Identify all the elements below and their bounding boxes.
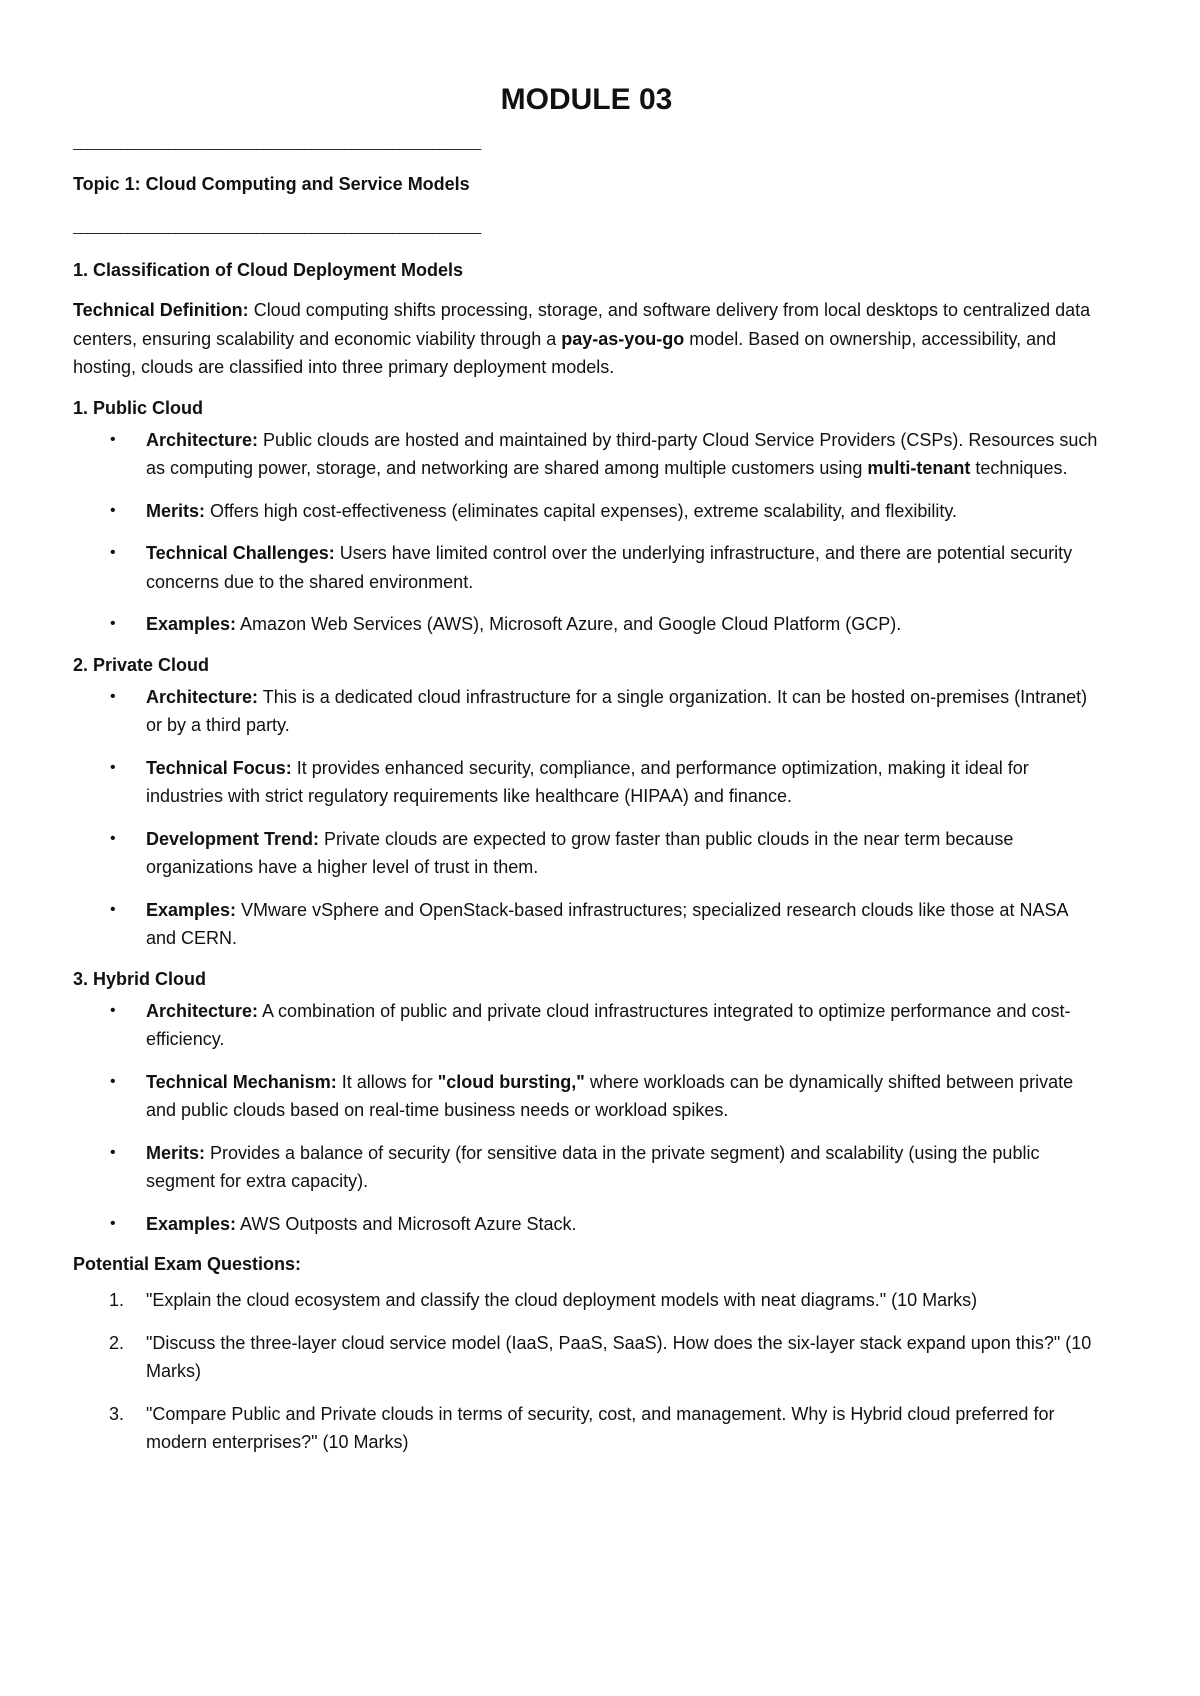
bullet-label: Examples: <box>146 899 237 920</box>
list-item <box>73 610 1100 639</box>
definition-text-end: model. Based on ownership, accessibility, and hosting, clouds are classified into three primary deployment models. <box>73 328 1057 377</box>
question-number: 1. <box>109 1290 125 1310</box>
definition-paragraph <box>73 296 1100 382</box>
question-text: "Discuss the three-layer cloud service model (IaaS, PaaS, SaaS). How does the six-layer stack expand upon this?" (10 Marks) <box>146 1332 1092 1381</box>
list-item <box>73 683 1100 740</box>
bullet-icon: • <box>110 758 116 776</box>
bullet-icon: • <box>110 430 116 448</box>
bullet-bold-term: multi-tenant <box>867 458 971 478</box>
exam-questions-list <box>73 1286 1100 1457</box>
list-item <box>73 754 1100 811</box>
list-item <box>73 825 1100 882</box>
public-cloud-list <box>73 426 1100 639</box>
list-item <box>73 1139 1100 1196</box>
bullet-icon: • <box>110 1214 116 1232</box>
question-item <box>73 1329 1100 1386</box>
question-item <box>73 1400 1100 1457</box>
question-number: 2. <box>109 1332 125 1353</box>
bullet-text-end: where workloads can be dynamically shifted between private and public clouds based on real-time business needs or workload spikes. <box>146 1071 1074 1120</box>
bullet-label: Merits: <box>146 500 206 521</box>
list-item <box>73 426 1100 483</box>
hybrid-cloud-heading: 3. Hybrid Cloud <box>73 968 207 989</box>
list-item <box>73 539 1100 596</box>
list-item <box>73 896 1100 953</box>
bullet-icon: • <box>110 1072 116 1090</box>
question-item <box>73 1286 1100 1315</box>
bullet-text: Public clouds are hosted and maintained by third-party Cloud Service Providers (CSPs). Resources such as computing power, storage, and networking are shared among multiple customers using <box>146 429 1098 478</box>
bullet-text: Amazon Web Services (AWS), Microsoft Azure, and Google Cloud Platform (GCP). <box>236 614 902 634</box>
bullet-icon: • <box>110 1143 116 1161</box>
bullet-text: Users have limited control over the underlying infrastructure, and there are potential security concerns due to the shared environment. <box>146 543 1073 592</box>
list-item <box>73 1068 1100 1125</box>
section-heading: 1. Classification of Cloud Deployment Models <box>73 260 464 280</box>
bullet-label: Examples: <box>146 614 237 634</box>
separator-line: ____________________________________________________________ <box>73 134 481 150</box>
bullet-label: Development Trend: <box>146 828 320 849</box>
bullet-text: It provides enhanced security, compliance, and performance optimization, making it ideal for industries with strict regulatory requirements like healthcare (HIPAA) and finance. <box>146 757 1029 806</box>
bullet-label: Technical Focus: <box>146 757 292 778</box>
bullet-label: Architecture: <box>146 686 259 707</box>
list-item <box>73 497 1100 526</box>
bullet-icon: • <box>110 501 116 519</box>
bullet-icon: • <box>110 829 116 847</box>
list-item <box>73 1210 1100 1239</box>
public-cloud-heading: 1. Public Cloud <box>73 397 204 418</box>
question-text: "Compare Public and Private clouds in terms of security, cost, and management. Why is Hybrid cloud preferred for modern enterprises?" (10 Marks) <box>146 1403 1055 1452</box>
bullet-text: Offers high cost-effectiveness (eliminates capital expenses), extreme scalability, and flexibility. <box>205 500 958 521</box>
bullet-text: AWS Outposts and Microsoft Azure Stack. <box>236 1213 577 1234</box>
topic-heading: Topic 1: Cloud Computing and Service Models <box>73 174 470 194</box>
hybrid-cloud-list <box>73 997 1100 1239</box>
bullet-icon: • <box>110 687 116 705</box>
private-cloud-heading: 2. Private Cloud <box>73 654 210 675</box>
bullet-text: VMware vSphere and OpenStack-based infrastructures; specialized research clouds like those at NASA and CERN. <box>146 899 1068 948</box>
bullet-icon: • <box>110 1001 116 1019</box>
page-title: MODULE 03 <box>500 83 673 116</box>
separator-line: ____________________________________________________________ <box>73 218 481 234</box>
bullet-label: Merits: <box>146 1142 206 1163</box>
definition-bold-term: pay-as-you-go <box>561 328 685 349</box>
question-number: 3. <box>109 1403 125 1424</box>
bullet-icon: • <box>110 615 116 632</box>
definition-label: Technical Definition: <box>73 300 249 320</box>
bullet-text: Provides a balance of security (for sensitive data in the private segment) and scalability (using the public segment for extra capacity). <box>146 1142 1040 1191</box>
bullet-label: Examples: <box>146 1213 237 1234</box>
exam-questions-heading: Potential Exam Questions: <box>73 1254 302 1274</box>
private-cloud-list <box>73 683 1100 953</box>
bullet-text-end: techniques. <box>970 458 1068 478</box>
question-text: "Explain the cloud ecosystem and classify the cloud deployment models with neat diagrams." (10 Marks) <box>146 1290 978 1310</box>
bullet-text: This is a dedicated cloud infrastructure for a single organization. It can be hosted on-premises (Intranet) or by a third party. <box>146 686 1088 735</box>
bullet-bold-term: "cloud bursting," <box>437 1071 585 1092</box>
bullet-icon: • <box>110 544 116 561</box>
bullet-text: It allows for <box>336 1071 438 1092</box>
bullet-text: A combination of public and private cloud infrastructures integrated to optimize performance and cost-efficiency. <box>146 1000 1071 1049</box>
bullet-label: Technical Challenges: <box>146 543 335 563</box>
list-item <box>73 997 1100 1054</box>
bullet-icon: • <box>110 900 116 918</box>
definition-text: Cloud computing shifts processing, storage, and software delivery from local desktops to centralized data centers, ensuring scalability and economic viability through a <box>73 300 1091 349</box>
bullet-text: Private clouds are expected to grow faster than public clouds in the near term because organizations have a higher level of trust in them. <box>146 828 1014 877</box>
bullet-label: Architecture: <box>146 429 259 450</box>
bullet-label: Architecture: <box>146 1000 259 1021</box>
bullet-label: Technical Mechanism: <box>146 1071 337 1092</box>
